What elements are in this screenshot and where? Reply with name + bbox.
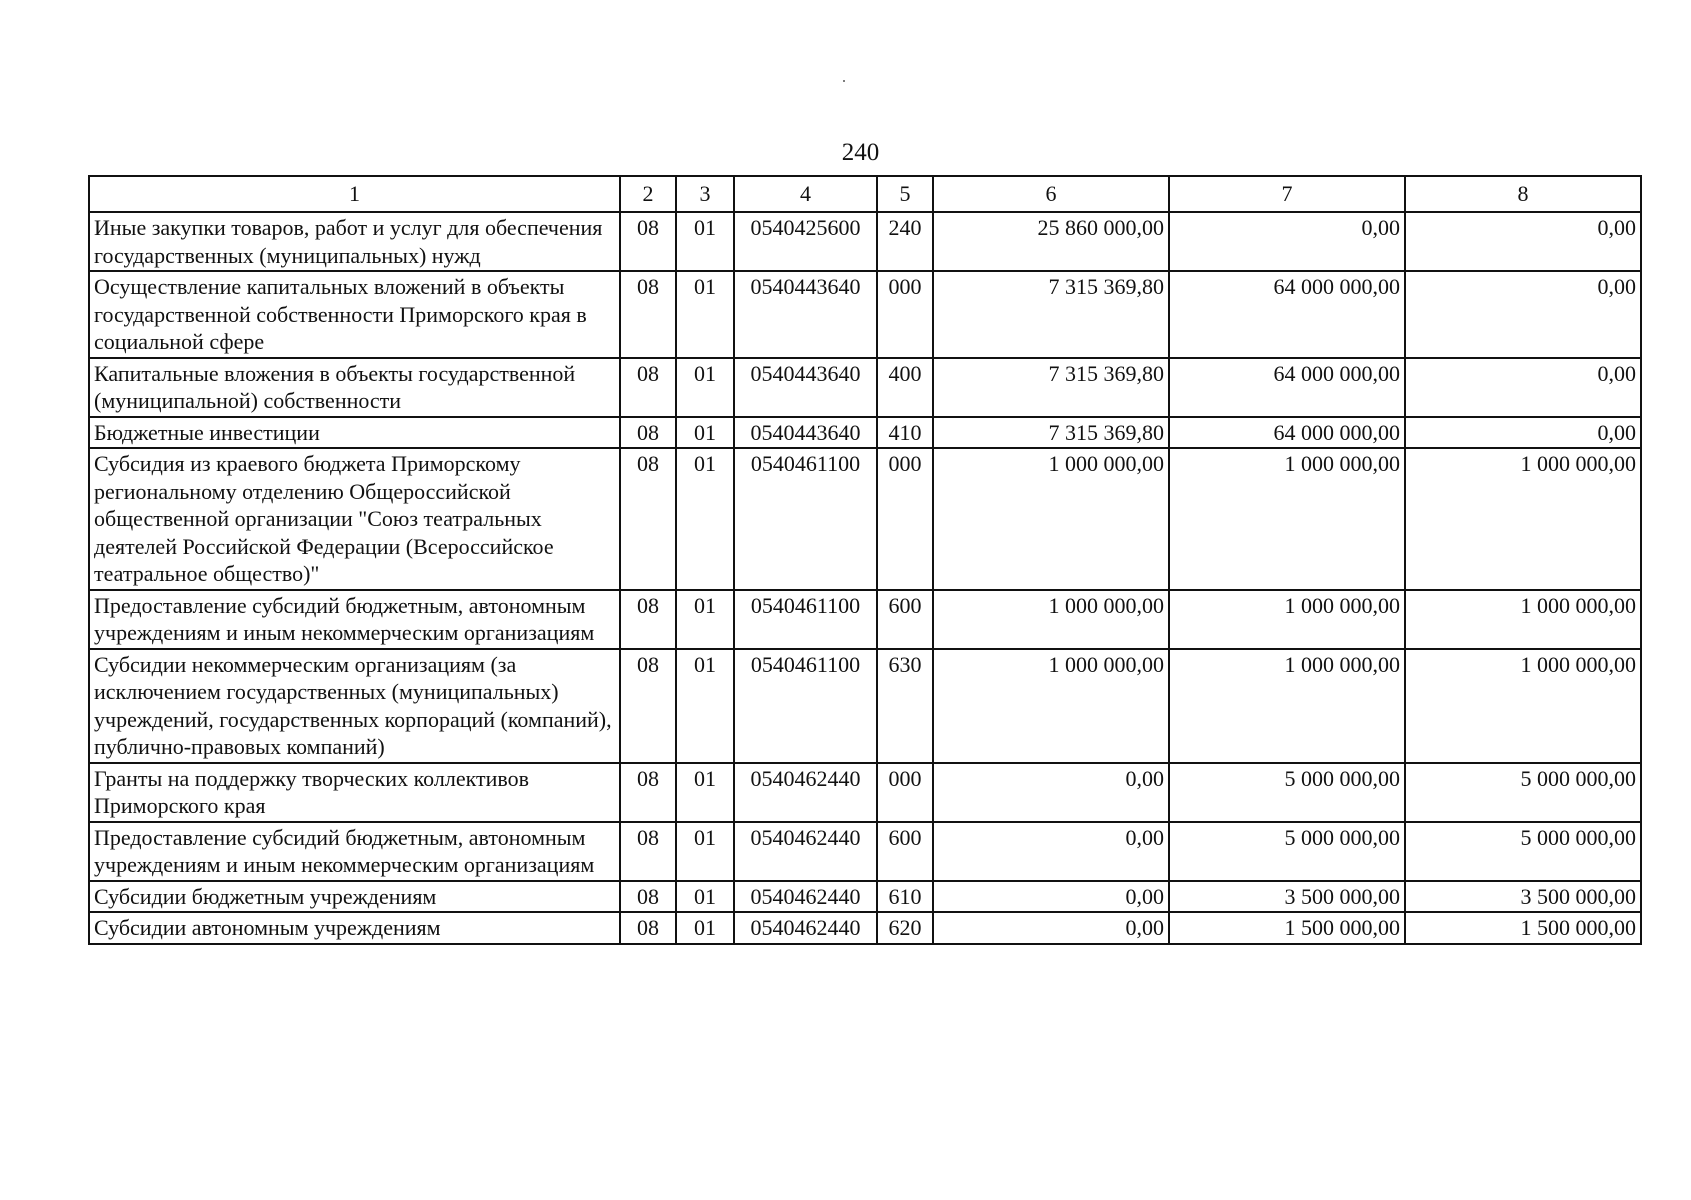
amount-col-6: 0,00: [933, 912, 1169, 944]
row-name: Предоставление субсидий бюджетным, автономным учреждениям и иным некоммерческим организациям: [89, 822, 620, 881]
amount-col-8: 1 000 000,00: [1405, 649, 1641, 763]
budget-table: [88, 175, 1642, 945]
table-row: [89, 448, 1641, 590]
row-name: Предоставление субсидий бюджетным, автономным учреждениям и иным некоммерческим организациям: [89, 590, 620, 649]
amount-col-6: 1 000 000,00: [933, 448, 1169, 590]
amount-col-6: 25 860 000,00: [933, 212, 1169, 271]
amount-col-8: 1 000 000,00: [1405, 448, 1641, 590]
target-article-code: 0540462440: [734, 881, 877, 913]
target-article-code: 0540443640: [734, 417, 877, 449]
section-code: 08: [620, 212, 676, 271]
amount-col-8: 1 000 000,00: [1405, 590, 1641, 649]
amount-col-6: 1 000 000,00: [933, 590, 1169, 649]
table-row: [89, 649, 1641, 763]
amount-col-7: 5 000 000,00: [1169, 763, 1405, 822]
amount-col-8: 3 500 000,00: [1405, 881, 1641, 913]
column-header: 8: [1405, 176, 1641, 212]
table-row: [89, 822, 1641, 881]
column-header: 4: [734, 176, 877, 212]
subsection-code: 01: [676, 358, 734, 417]
amount-col-7: 3 500 000,00: [1169, 881, 1405, 913]
column-header: 6: [933, 176, 1169, 212]
table-row: [89, 212, 1641, 271]
amount-col-8: 1 500 000,00: [1405, 912, 1641, 944]
amount-col-7: 1 000 000,00: [1169, 448, 1405, 590]
subsection-code: 01: [676, 417, 734, 449]
expense-type-code: 600: [877, 822, 933, 881]
target-article-code: 0540462440: [734, 912, 877, 944]
amount-col-7: 1 500 000,00: [1169, 912, 1405, 944]
column-header: 3: [676, 176, 734, 212]
row-name: Осуществление капитальных вложений в объекты государственной собственности Приморского края в социальной сфере: [89, 271, 620, 358]
amount-col-6: 7 315 369,80: [933, 271, 1169, 358]
section-code: 08: [620, 912, 676, 944]
amount-col-7: 64 000 000,00: [1169, 417, 1405, 449]
amount-col-8: 5 000 000,00: [1405, 822, 1641, 881]
row-name: Иные закупки товаров, работ и услуг для обеспечения государственных (муниципальных) нужд: [89, 212, 620, 271]
expense-type-code: 000: [877, 448, 933, 590]
column-header: 1: [89, 176, 620, 212]
page-number: 240: [841, 139, 880, 166]
section-code: 08: [620, 881, 676, 913]
expense-type-code: 000: [877, 763, 933, 822]
expense-type-code: 630: [877, 649, 933, 763]
expense-type-code: 410: [877, 417, 933, 449]
section-code: 08: [620, 358, 676, 417]
subsection-code: 01: [676, 822, 734, 881]
amount-col-6: 0,00: [933, 881, 1169, 913]
section-code: 08: [620, 649, 676, 763]
section-code: 08: [620, 590, 676, 649]
amount-col-7: 5 000 000,00: [1169, 822, 1405, 881]
expense-type-code: 000: [877, 271, 933, 358]
amount-col-7: 0,00: [1169, 212, 1405, 271]
subsection-code: 01: [676, 912, 734, 944]
table-row: [89, 881, 1641, 913]
subsection-code: 01: [676, 212, 734, 271]
target-article-code: 0540461100: [734, 590, 877, 649]
amount-col-8: 0,00: [1405, 358, 1641, 417]
expense-type-code: 620: [877, 912, 933, 944]
amount-col-8: 0,00: [1405, 417, 1641, 449]
row-name: Гранты на поддержку творческих коллективов Приморского края: [89, 763, 620, 822]
row-name: Капитальные вложения в объекты государственной (муниципальной) собственности: [89, 358, 620, 417]
amount-col-6: 7 315 369,80: [933, 358, 1169, 417]
section-code: 08: [620, 448, 676, 590]
table-row: [89, 912, 1641, 944]
expense-type-code: 600: [877, 590, 933, 649]
section-code: 08: [620, 417, 676, 449]
table-row: [89, 590, 1641, 649]
column-number-header: [89, 176, 1641, 212]
section-code: 08: [620, 271, 676, 358]
amount-col-7: 64 000 000,00: [1169, 271, 1405, 358]
amount-col-7: 1 000 000,00: [1169, 649, 1405, 763]
subsection-code: 01: [676, 590, 734, 649]
table-row: [89, 763, 1641, 822]
target-article-code: 0540443640: [734, 271, 877, 358]
subsection-code: 01: [676, 881, 734, 913]
amount-col-6: 1 000 000,00: [933, 649, 1169, 763]
target-article-code: 0540462440: [734, 763, 877, 822]
subsection-code: 01: [676, 763, 734, 822]
subsection-code: 01: [676, 649, 734, 763]
row-name: Субсидии некоммерческим организациям (за исключением государственных (муниципальных) учреждений, государственных корпораций (компаний), публично-правовых компаний): [89, 649, 620, 763]
amount-col-8: 0,00: [1405, 212, 1641, 271]
expense-type-code: 400: [877, 358, 933, 417]
row-name: Субсидии автономным учреждениям: [89, 912, 620, 944]
amount-col-7: 64 000 000,00: [1169, 358, 1405, 417]
target-article-code: 0540425600: [734, 212, 877, 271]
column-header: 5: [877, 176, 933, 212]
section-code: 08: [620, 822, 676, 881]
amount-col-6: 7 315 369,80: [933, 417, 1169, 449]
subsection-code: 01: [676, 271, 734, 358]
expense-type-code: 610: [877, 881, 933, 913]
row-name: Субсидия из краевого бюджета Приморскому региональному отделению Общероссийской общественной организации "Союз театральных деятелей Российской Федерации (Всероссийское театральное общество)": [89, 448, 620, 590]
row-name: Субсидии бюджетным учреждениям: [89, 881, 620, 913]
amount-col-7: 1 000 000,00: [1169, 590, 1405, 649]
target-article-code: 0540461100: [734, 649, 877, 763]
expense-type-code: 240: [877, 212, 933, 271]
section-code: 08: [620, 763, 676, 822]
subsection-code: 01: [676, 448, 734, 590]
target-article-code: 0540462440: [734, 822, 877, 881]
amount-col-6: 0,00: [933, 822, 1169, 881]
table-row: [89, 358, 1641, 417]
table-row: [89, 271, 1641, 358]
amount-col-6: 0,00: [933, 763, 1169, 822]
row-name: Бюджетные инвестиции: [89, 417, 620, 449]
column-header: 2: [620, 176, 676, 212]
target-article-code: 0540461100: [734, 448, 877, 590]
column-header: 7: [1169, 176, 1405, 212]
table-row: [89, 417, 1641, 449]
target-article-code: 0540443640: [734, 358, 877, 417]
amount-col-8: 5 000 000,00: [1405, 763, 1641, 822]
amount-col-8: 0,00: [1405, 271, 1641, 358]
scan-speck: [843, 80, 845, 82]
